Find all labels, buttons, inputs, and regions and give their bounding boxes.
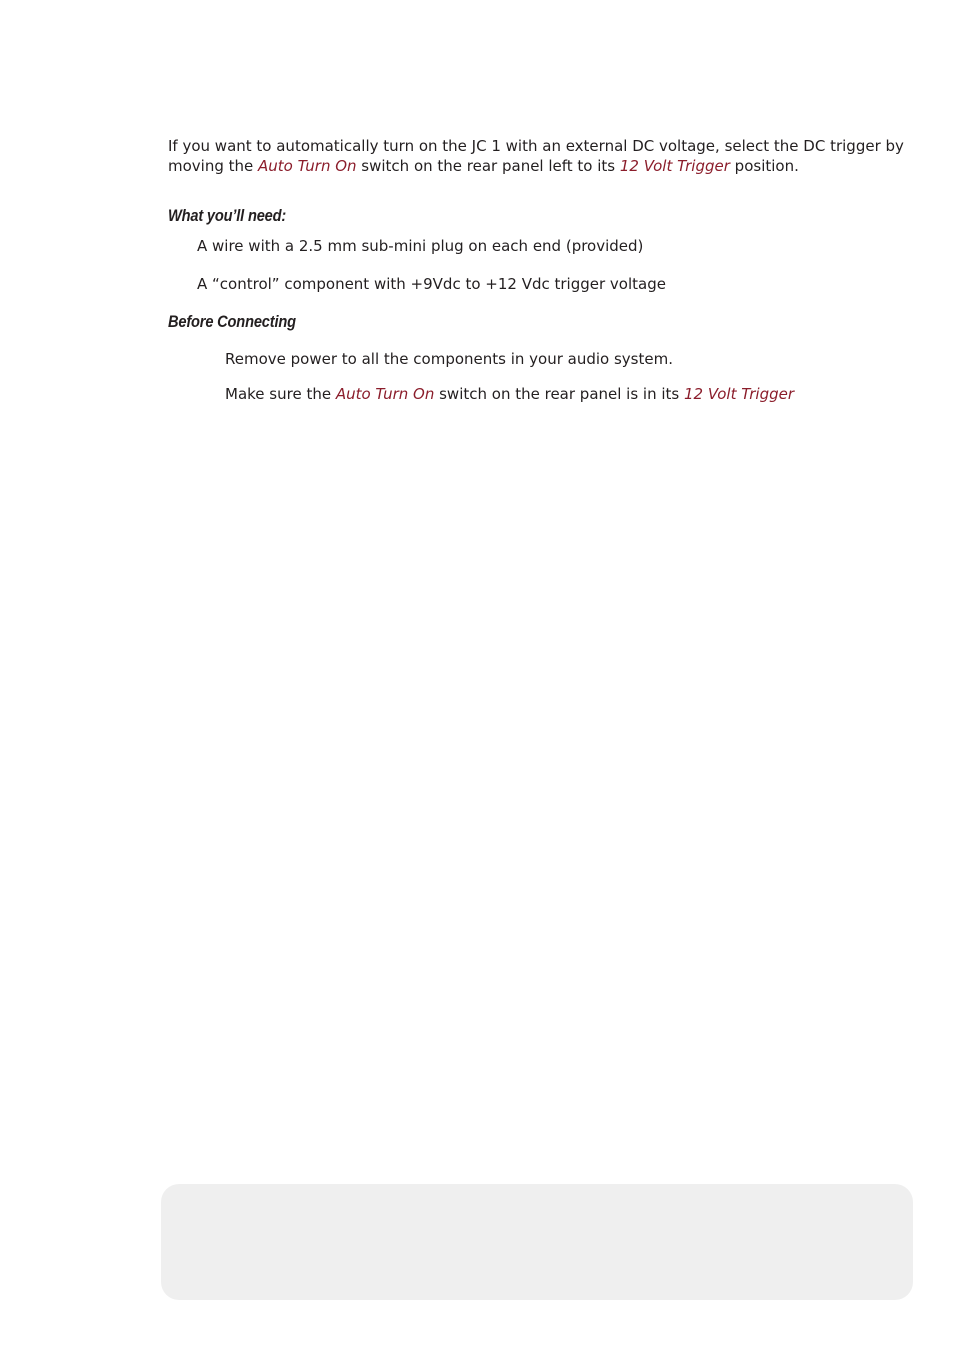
twelve-volt-trigger-term: 12 Volt Trigger	[684, 385, 795, 403]
note-box	[161, 1184, 913, 1300]
list-item: A wire with a 2.5 mm sub-mini plug on each end (provided)	[197, 237, 644, 255]
list-item: A “control” component with +9Vdc to +12 Vdc trigger voltage	[197, 275, 666, 293]
intro-text-3: position.	[729, 157, 799, 175]
auto-turn-on-term: Auto Turn On	[258, 157, 357, 175]
intro-text-2: switch on the rear panel left to its	[356, 157, 620, 175]
intro-text-1: If you want to automatically turn on the JC 1 with an external DC voltage, select the DC trigger by moving the	[168, 137, 904, 175]
step-text-2: switch on the rear panel is in its	[434, 385, 685, 403]
what-you-need-heading: What you’ll need:	[168, 206, 287, 225]
step-check-switch	[225, 384, 794, 404]
twelve-volt-trigger-term: 12 Volt Trigger	[619, 157, 730, 175]
before-connecting-heading: Before Connecting	[168, 312, 296, 331]
step-text-1: Make sure the	[225, 385, 336, 403]
intro-paragraph	[168, 136, 913, 176]
step-remove-power: Remove power to all the components in your audio system.	[225, 350, 673, 368]
auto-turn-on-term: Auto Turn On	[335, 385, 435, 403]
